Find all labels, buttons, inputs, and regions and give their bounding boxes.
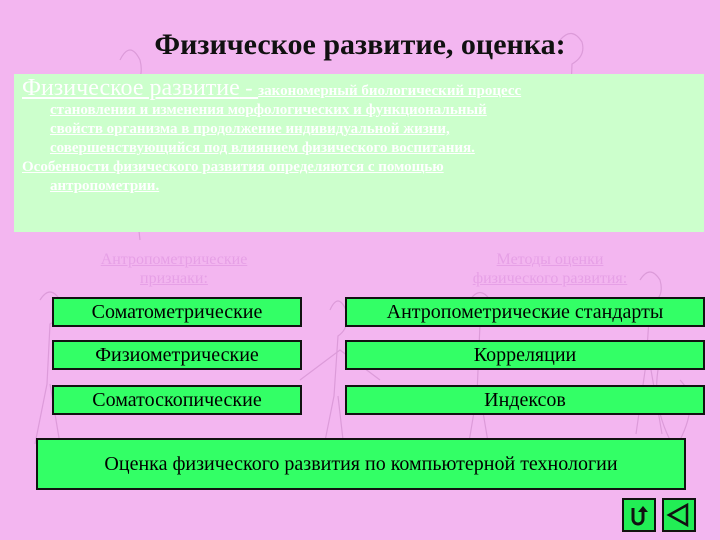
- right-column-heading: [400, 250, 700, 288]
- page-title: Физическое развитие, оценка:: [154, 28, 566, 61]
- triangle-left-icon: [664, 500, 694, 530]
- somatometric-button[interactable]: Соматометрические: [52, 297, 302, 327]
- definition-box: [14, 74, 704, 232]
- definition-line-1: [22, 75, 696, 101]
- back-button[interactable]: [662, 498, 696, 532]
- somatoscopic-button[interactable]: Соматоскопические: [52, 385, 302, 415]
- indices-button[interactable]: Индексов: [345, 385, 705, 415]
- definition-dash: -: [239, 75, 259, 100]
- definition-line-6: антропометрии.: [50, 178, 160, 194]
- correlations-button[interactable]: Корреляции: [345, 340, 705, 370]
- return-button[interactable]: [622, 498, 656, 532]
- right-heading-line-2: физического развития:: [472, 270, 628, 287]
- anthropometric-standards-button[interactable]: Антропометрические стандарты: [345, 297, 705, 327]
- definition-line-1-rest: закономерный биологический процесс: [258, 83, 522, 99]
- return-arrow-icon: [624, 500, 654, 530]
- computer-technology-assessment-button[interactable]: Оценка физического развития по компьютерной технологии: [36, 438, 686, 490]
- right-heading-line-1: Методы оценки: [496, 251, 604, 268]
- definition-term: Физическое развитие: [22, 75, 240, 101]
- definition-line-4: совершенствующийся под влиянием физического воспитания.: [50, 140, 475, 156]
- left-heading-line-2: признаки:: [140, 270, 208, 287]
- left-heading-line-1: Антропометрические: [100, 251, 248, 268]
- left-column-heading: [24, 250, 324, 288]
- definition-line-3: свойств организма в продолжение индивидуальной жизни,: [50, 121, 450, 137]
- definition-line-2: становления и изменения морфологических и функциональный: [50, 102, 487, 118]
- definition-line-5: Особенности физического развития определяются с помощью: [22, 159, 444, 175]
- physiometric-button[interactable]: Физиометрические: [52, 340, 302, 370]
